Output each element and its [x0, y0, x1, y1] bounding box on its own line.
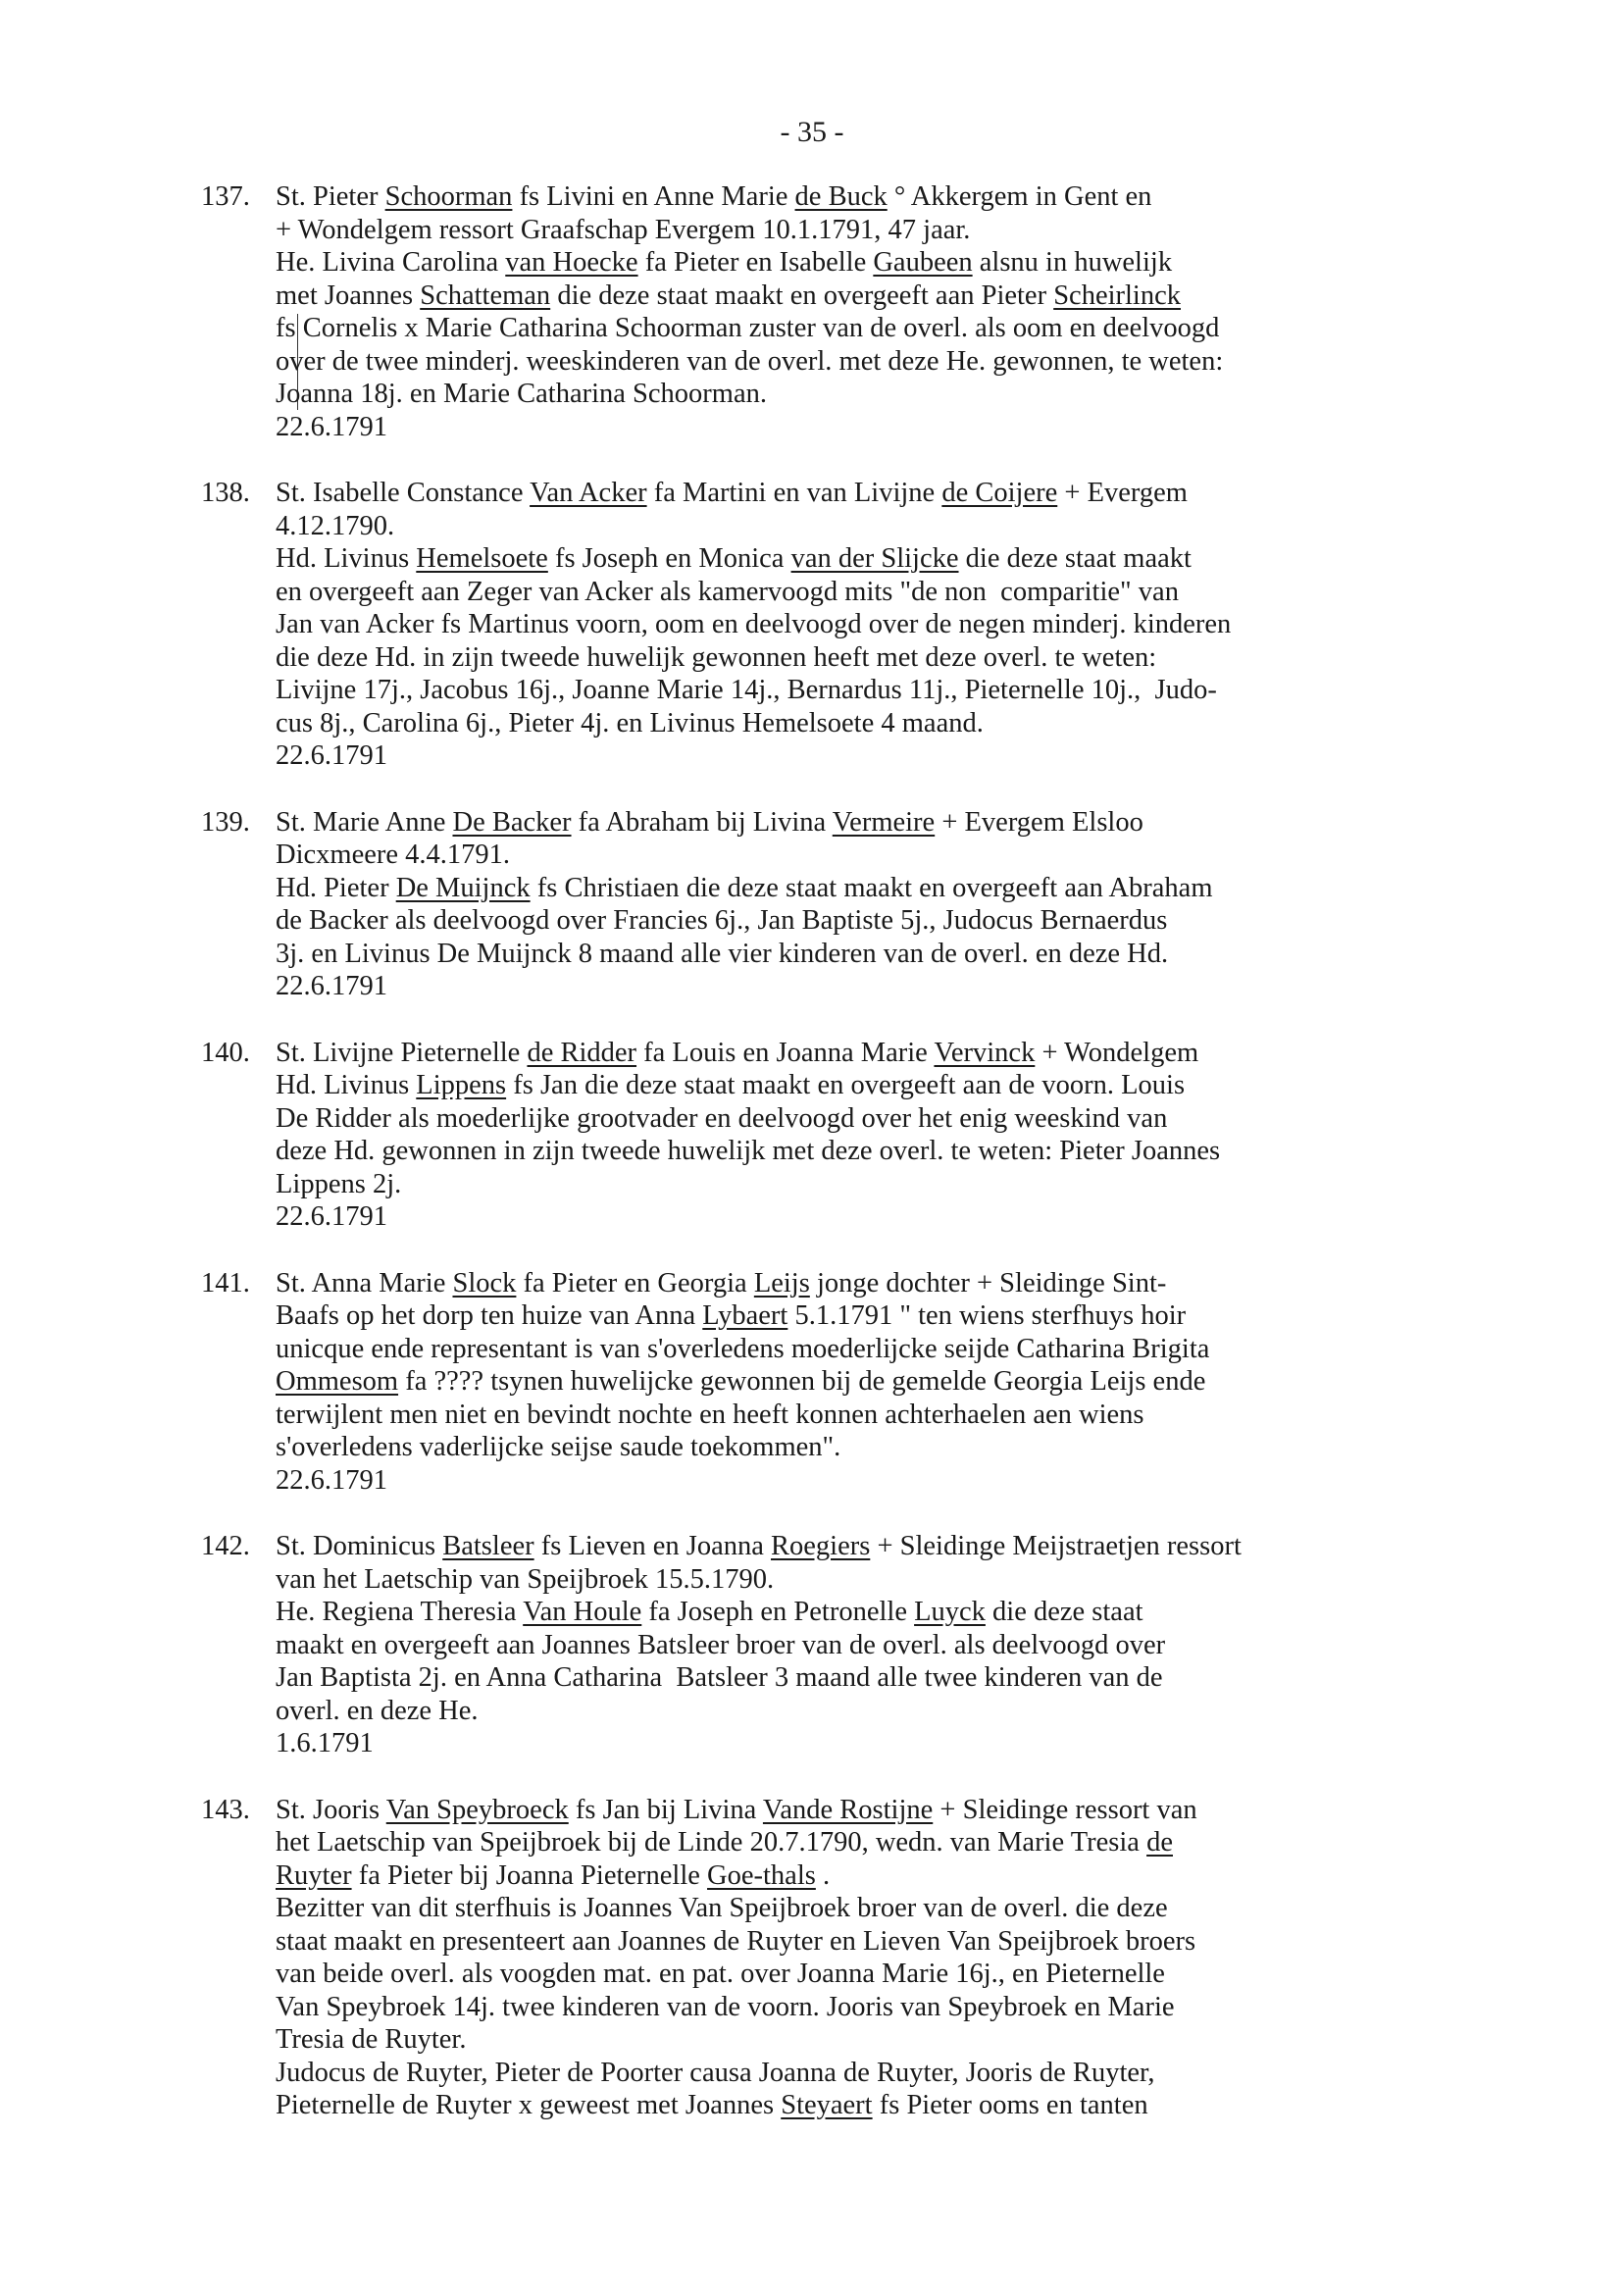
- line-text: Hd. Livinus: [276, 543, 417, 574]
- line-text: maakt en overgeeft aan Joannes Batsleer broer van de overl. als deelvoogd over: [276, 1629, 1166, 1660]
- line-text: Hd. Livinus: [276, 1070, 417, 1100]
- line-text: 4.12.1790.: [276, 510, 395, 541]
- line-text: van beide overl. als voogden mat. en pat. over Joanna Marie 16j., en Pieternelle: [276, 1959, 1165, 1989]
- text-line: [276, 641, 1569, 675]
- text-line: [276, 608, 1569, 641]
- line-text: St. Marie Anne: [276, 806, 453, 838]
- line-text: fa Abraham bij Livina: [571, 806, 833, 838]
- entry-body: [276, 806, 1569, 1003]
- line-text: fa Joseph en Petronelle: [641, 1597, 915, 1627]
- text-line: [276, 1596, 1569, 1629]
- underlined-name: de Coijere: [941, 478, 1058, 508]
- underlined-name: Gaubeen: [873, 247, 973, 278]
- line-text: + Sleidinge ressort van: [933, 1794, 1197, 1825]
- entry: [201, 1037, 1569, 1234]
- underlined-name: Ommesom: [276, 1366, 399, 1397]
- line-text: Jan Baptista 2j. en Anna Catharina Batsleer 3 maand alle twee kinderen van de: [276, 1662, 1163, 1693]
- text-line: [276, 1333, 1569, 1366]
- line-text: + Evergem Elsloo: [935, 806, 1143, 838]
- entry-number: 139.: [201, 806, 250, 838]
- text-line: [276, 1102, 1569, 1136]
- text-line: [276, 1826, 1569, 1859]
- text-line: [276, 1794, 1569, 1827]
- underlined-name: van Hoecke: [505, 247, 638, 278]
- line-text: unicque ende representant is van s'overledens moederlijcke seijde Catharina Brigita: [276, 1333, 1210, 1364]
- line-text: Hd. Pieter: [276, 872, 396, 903]
- text-line: [276, 1859, 1569, 1893]
- line-text: He. Livina Carolina: [276, 247, 506, 278]
- entry-number: 137.: [201, 181, 250, 212]
- line-text: fs Joseph en Monica: [547, 543, 791, 574]
- line-text: + Wondelgem: [1035, 1037, 1199, 1068]
- entry-number: 138.: [201, 478, 250, 508]
- text-line: [276, 839, 1569, 872]
- line-text: s'overledens vaderlijcke seijse saude toekommen".: [276, 1432, 841, 1462]
- text-line: [276, 1695, 1569, 1728]
- text-line: [276, 1530, 1569, 1563]
- underlined-name: Leijs: [753, 1267, 810, 1298]
- line-text: + Wondelgem ressort Graafschap Evergem 10.1.1791, 47 jaar.: [276, 214, 971, 245]
- underlined-name: de Buck: [794, 181, 888, 212]
- line-text: De Ridder als moederlijke grootvader en deelvoogd over het enig weeskind van: [276, 1102, 1168, 1134]
- line-text: Joanna 18j. en Marie Catharina Schoorman.: [276, 379, 767, 409]
- line-text: Dicxmeere 4.4.1791.: [276, 840, 511, 870]
- text-line: [276, 1892, 1569, 1925]
- line-text: ° Akkergem in Gent en: [887, 181, 1152, 212]
- line-text: 3j. en Livinus De Muijnck 8 maand alle vier kinderen van de overl. en deze Hd.: [276, 938, 1169, 969]
- line-text: + Sleidinge Meijstraetjen ressort: [870, 1531, 1242, 1561]
- entries-list: [201, 180, 1569, 2156]
- line-text: fa ???? tsynen huwelijcke gewonnen bij de gemelde Georgia Leijs ende: [398, 1366, 1206, 1397]
- text-line: [276, 1299, 1569, 1333]
- text-line: [276, 1563, 1569, 1597]
- line-text: die deze staat: [985, 1597, 1143, 1627]
- text-line: [276, 542, 1569, 576]
- underlined-name: Schoorman: [384, 181, 513, 212]
- underlined-name: Schatteman: [420, 280, 551, 311]
- entry: [201, 180, 1569, 443]
- line-text: 22.6.1791: [276, 740, 387, 771]
- line-text: Van Speybroek 14j. twee kinderen van de voorn. Jooris van Speybroek en Marie: [276, 1991, 1175, 2022]
- entry: [201, 806, 1569, 1003]
- line-text: Tresia de Ruyter.: [276, 2024, 467, 2055]
- line-text: Lippens 2j.: [276, 1168, 402, 1199]
- line-text: staat maakt en presenteert aan Joannes de Ruyter en Lieven Van Speijbroek broers: [276, 1925, 1196, 1957]
- underlined-name: Van Speybroeck: [385, 1794, 569, 1825]
- text-line: [276, 739, 1569, 773]
- underlined-name: Steyaert: [781, 2090, 873, 2120]
- line-text: die deze Hd. in zijn tweede huwelijk gewonnen heeft met deze overl. te weten:: [276, 641, 1157, 673]
- line-text: fs Jan bij Livina: [568, 1794, 763, 1825]
- text-line: [276, 1958, 1569, 1991]
- line-text: fs Jan die deze staat maakt en overgeeft aan de voorn. Louis: [506, 1070, 1186, 1100]
- line-text: St. Dominicus: [276, 1531, 443, 1561]
- text-line: [276, 970, 1569, 1003]
- line-text: fs Christiaen die deze staat maakt en overgeeft aan Abraham: [530, 872, 1213, 903]
- line-text: 1.6.1791: [276, 1728, 374, 1758]
- line-text: deze Hd. gewonnen in zijn tweede huwelijk met deze overl. te weten: Pieter Joannes: [276, 1136, 1221, 1166]
- entry: [201, 1794, 1569, 2122]
- entry-number: 140.: [201, 1037, 250, 1068]
- entry-number: 143.: [201, 1794, 250, 1825]
- underlined-name: Hemelsoete: [416, 543, 548, 574]
- underlined-name: De Backer: [452, 806, 572, 838]
- underlined-name: Vervinck: [934, 1037, 1036, 1068]
- line-text: fs Cornelis x Marie Catharina Schoorman zuster van de overl. als oom en deelvoogd: [276, 313, 1220, 343]
- text-line: [276, 214, 1569, 247]
- underlined-name: Goe-thals: [707, 1859, 816, 1891]
- line-text: fs Livini en Anne Marie: [512, 181, 795, 212]
- text-line: [276, 1200, 1569, 1234]
- text-line: [276, 1991, 1569, 2024]
- underlined-name: Luyck: [914, 1597, 986, 1627]
- line-text: over de twee minderj. weeskinderen van de overl. met deze He. gewonnen, te weten:: [276, 345, 1224, 377]
- line-text: de Backer als deelvoogd over Francies 6j., Jan Baptiste 5j., Judocus Bernaerdus: [276, 905, 1168, 936]
- text-line: [276, 576, 1569, 609]
- text-line: [276, 872, 1569, 905]
- text-line: [276, 2057, 1569, 2090]
- text-line: [276, 1464, 1569, 1498]
- line-text: St. Isabelle Constance: [276, 478, 531, 508]
- line-text: + Evergem: [1057, 478, 1188, 508]
- underlined-name: Scheirlinck: [1053, 280, 1181, 311]
- line-text: die deze staat maakt en overgeeft aan Pieter: [550, 280, 1054, 311]
- entry: [201, 1530, 1569, 1760]
- underlined-name: de Ridder: [527, 1037, 637, 1068]
- underlined-name: Lippens: [416, 1070, 507, 1100]
- entry-number: 141.: [201, 1267, 250, 1298]
- line-text: 5.1.1791 " ten wiens sterfhuys hoir: [787, 1300, 1187, 1331]
- text-line: [276, 411, 1569, 444]
- text-line: [276, 1135, 1569, 1168]
- entry-body: [276, 1530, 1569, 1760]
- text-line: [276, 1661, 1569, 1695]
- underlined-name: Ruyter: [276, 1859, 352, 1891]
- line-text: 22.6.1791: [276, 971, 387, 1001]
- text-line: [276, 280, 1569, 313]
- line-text: van het Laetschip van Speijbroek 15.5.1790.: [276, 1563, 775, 1595]
- line-text: Jan van Acker fs Martinus voorn, oom en deelvoogd over de negen minderj. kinderen: [276, 609, 1232, 639]
- text-line: [276, 312, 1569, 345]
- entry-body: [276, 477, 1569, 773]
- entry: [201, 1267, 1569, 1498]
- underlined-name: De Muijnck: [395, 872, 531, 903]
- line-text: St. Anna Marie: [276, 1267, 453, 1298]
- entry-body: [276, 1267, 1569, 1498]
- line-text: Livijne 17j., Jacobus 16j., Joanne Marie 14j., Bernardus 11j., Pieternelle 10j., Judo-: [276, 675, 1217, 705]
- line-text: St. Pieter: [276, 181, 385, 212]
- line-text: fa Martini en van Livijne: [646, 478, 942, 508]
- underlined-name: Van Houle: [523, 1597, 642, 1627]
- text-line: [276, 806, 1569, 840]
- text-line: [276, 345, 1569, 379]
- underlined-name: Slock: [452, 1267, 517, 1298]
- line-text: He. Regiena Theresia: [276, 1597, 524, 1627]
- line-text: fs Pieter ooms en tanten: [872, 2090, 1148, 2120]
- entry-number: 142.: [201, 1531, 250, 1561]
- text-line: [276, 1069, 1569, 1102]
- page-number: - 35 -: [780, 116, 844, 148]
- line-text: fa Louis en Joanna Marie: [636, 1037, 935, 1068]
- line-text: cus 8j., Carolina 6j., Pieter 4j. en Livinus Hemelsoete 4 maand.: [276, 707, 984, 738]
- text-line: [276, 1399, 1569, 1432]
- line-text: fs Lieven en Joanna: [533, 1531, 771, 1561]
- line-text: fa Pieter en Georgia: [516, 1267, 754, 1298]
- text-line: [276, 1168, 1569, 1201]
- line-text: die deze staat maakt: [958, 543, 1192, 574]
- text-line: [276, 378, 1569, 411]
- text-line: [276, 1037, 1569, 1070]
- underlined-name: Van Acker: [530, 478, 647, 508]
- underlined-name: Roegiers: [771, 1531, 871, 1561]
- text-line: [276, 1365, 1569, 1399]
- line-text: 22.6.1791: [276, 1464, 387, 1496]
- entry-body: [276, 1037, 1569, 1234]
- line-text: overl. en deze He.: [276, 1695, 479, 1726]
- line-text: 22.6.1791: [276, 411, 387, 442]
- text-line: [276, 674, 1569, 707]
- text-line: [276, 938, 1569, 971]
- underlined-name: van der Slijcke: [790, 543, 959, 574]
- text-line: [276, 180, 1569, 214]
- entry: [201, 477, 1569, 773]
- text-line: [276, 1629, 1569, 1662]
- line-text: Bezitter van dit sterfhuis is Joannes Van Speijbroek broer van de overl. die deze: [276, 1893, 1168, 1923]
- text-line: [276, 510, 1569, 543]
- line-text: Judocus de Ruyter, Pieter de Poorter causa Joanna de Ruyter, Jooris de Ruyter,: [276, 2057, 1155, 2088]
- line-text: fa Pieter bij Joanna Pieternelle: [351, 1859, 708, 1891]
- underlined-name: Lybaert: [702, 1300, 788, 1331]
- text-line: [276, 904, 1569, 938]
- text-line: [276, 1925, 1569, 1959]
- text-line: [276, 1727, 1569, 1760]
- text-line: [276, 1431, 1569, 1464]
- underlined-name: Vande Rostijne: [762, 1794, 934, 1825]
- line-text: fa Pieter en Isabelle: [637, 247, 874, 278]
- entry-body: [276, 1794, 1569, 2122]
- text-line: [276, 707, 1569, 740]
- line-text: terwijlent men niet en bevindt nochte en heeft konnen achterhaelen aen wiens: [276, 1399, 1144, 1430]
- underlined-name: Batsleer: [442, 1531, 534, 1561]
- line-text: Pieternelle de Ruyter x geweest met Joannes: [276, 2090, 782, 2120]
- text-line: [276, 1267, 1569, 1300]
- line-text: het Laetschip van Speijbroek bij de Linde 20.7.1790, wedn. van Marie Tresia: [276, 1827, 1147, 1858]
- text-line: [276, 246, 1569, 280]
- line-text: Baafs op het dorp ten huize van Anna: [276, 1300, 703, 1331]
- underlined-name: de: [1146, 1827, 1173, 1858]
- text-line: [276, 477, 1569, 510]
- line-text: St. Jooris: [276, 1794, 386, 1825]
- line-text: jonge dochter + Sleidinge Sint-: [809, 1267, 1167, 1298]
- line-text: St. Livijne Pieternelle: [276, 1037, 528, 1068]
- underlined-name: Vermeire: [832, 806, 936, 838]
- line-text: met Joannes: [276, 280, 421, 311]
- text-line: [276, 2023, 1569, 2057]
- line-text: en overgeeft aan Zeger van Acker als kamervoogd mits "de non comparitie" van: [276, 576, 1179, 607]
- line-text: 22.6.1791: [276, 1201, 387, 1232]
- line-text: alsnu in huwelijk: [972, 247, 1173, 278]
- text-line: [276, 2089, 1569, 2122]
- line-text: .: [815, 1859, 831, 1891]
- entry-body: [276, 180, 1569, 443]
